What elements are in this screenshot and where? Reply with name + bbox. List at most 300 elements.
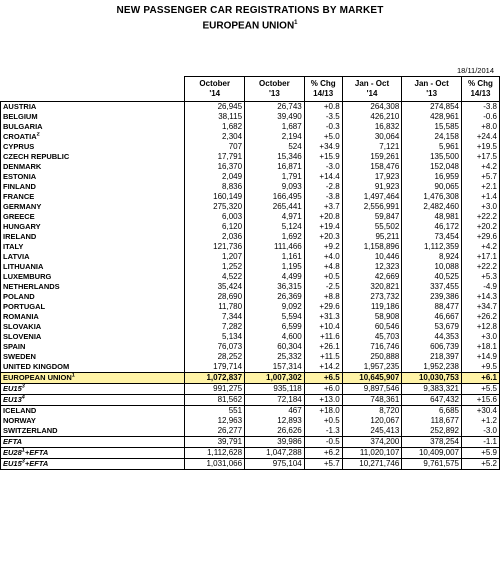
registrations-cell: 26,626	[245, 426, 305, 437]
row-label-text: LATVIA	[3, 252, 30, 261]
row-label-text: CYPRUS	[3, 142, 35, 151]
row-label	[1, 332, 185, 342]
table-row	[1, 395, 500, 406]
row-label-text: GERMANY	[3, 202, 42, 211]
column-header	[304, 77, 342, 102]
column-header-line2: '13	[268, 89, 280, 98]
registrations-cell: 16,832	[342, 122, 402, 132]
registrations-cell: 26,277	[185, 426, 245, 437]
percent-change-cell: -3.0	[461, 426, 499, 437]
registrations-cell: 25,332	[245, 352, 305, 362]
registrations-cell: 42,669	[342, 272, 402, 282]
row-label	[1, 232, 185, 242]
row-label-text: PORTUGAL	[3, 302, 46, 311]
row-label-text: DENMARK	[3, 162, 42, 171]
table-row	[1, 122, 500, 132]
percent-change-cell: +22.2	[461, 212, 499, 222]
row-label-text: AUSTRIA	[3, 102, 37, 111]
column-header-line2: '14	[366, 89, 378, 98]
row-label	[1, 312, 185, 322]
registrations-cell: 6,685	[402, 406, 462, 417]
row-label-text: POLAND	[3, 292, 35, 301]
registrations-cell: 12,323	[342, 262, 402, 272]
footnote-marker: 4	[21, 394, 25, 401]
registrations-cell: 119,186	[342, 302, 402, 312]
row-label-text: BULGARIA	[3, 122, 43, 131]
row-label-text: EFTA	[3, 437, 23, 446]
registrations-cell: 467	[245, 406, 305, 417]
header-row	[1, 77, 500, 102]
report-title: NEW PASSENGER CAR REGISTRATIONS BY MARKET	[116, 5, 384, 16]
row-label-text: LUXEMBURG	[3, 272, 52, 281]
percent-change-cell: -2.5	[304, 282, 342, 292]
percent-change-cell: +11.5	[304, 352, 342, 362]
row-label-text: ICELAND	[3, 406, 37, 415]
registrations-cell: 2,036	[185, 232, 245, 242]
row-label	[1, 342, 185, 352]
percent-change-cell: +13.0	[304, 395, 342, 406]
table-row	[1, 352, 500, 362]
registrations-cell: 2,482,460	[402, 202, 462, 212]
footnote-marker: 2	[36, 132, 40, 138]
row-label-text: IRELAND	[3, 232, 37, 241]
percent-change-cell: -3.8	[304, 192, 342, 202]
registrations-cell: 59,847	[342, 212, 402, 222]
table-row	[1, 192, 500, 202]
table-row	[1, 437, 500, 448]
registrations-cell: 252,892	[402, 426, 462, 437]
percent-change-cell: +5.5	[461, 384, 499, 395]
row-label-suffix: +EFTA	[24, 448, 49, 457]
registrations-cell: 158,476	[342, 162, 402, 172]
row-label-text: EU28	[3, 448, 22, 457]
row-label	[1, 202, 185, 212]
registrations-cell: 245,413	[342, 426, 402, 437]
registrations-cell: 273,732	[342, 292, 402, 302]
row-label	[1, 272, 185, 282]
percent-change-cell: +17.1	[461, 252, 499, 262]
percent-change-cell: +0.5	[304, 272, 342, 282]
registrations-cell: 4,971	[245, 212, 305, 222]
percent-change-cell: +29.6	[461, 232, 499, 242]
registrations-cell: 8,836	[185, 182, 245, 192]
percent-change-cell: +29.6	[304, 302, 342, 312]
row-label-suffix: +EFTA	[24, 459, 49, 468]
percent-change-cell: -3.0	[304, 162, 342, 172]
registrations-cell: 10,088	[402, 262, 462, 272]
percent-change-cell: +14.2	[304, 362, 342, 373]
registrations-cell: 39,791	[185, 437, 245, 448]
table-row	[1, 182, 500, 192]
percent-change-cell: +26.1	[304, 342, 342, 352]
registrations-cell: 9,092	[245, 302, 305, 312]
percent-change-cell: +5.0	[304, 132, 342, 142]
footnote-marker: 1	[21, 447, 25, 454]
table-row	[1, 448, 500, 459]
registrations-cell: 6,120	[185, 222, 245, 232]
table-row	[1, 112, 500, 122]
header-blank	[1, 77, 185, 102]
registrations-cell: 9,761,575	[402, 459, 462, 470]
table-row	[1, 362, 500, 373]
percent-change-cell: +18.1	[461, 342, 499, 352]
registrations-cell: 28,690	[185, 292, 245, 302]
percent-change-cell: +4.8	[304, 262, 342, 272]
percent-change-cell: +14.4	[304, 172, 342, 182]
registrations-cell: 15,346	[245, 152, 305, 162]
registrations-cell: 1,195	[245, 262, 305, 272]
table-row	[1, 292, 500, 302]
footnote-marker: 3	[21, 383, 25, 390]
registrations-cell: 36,315	[245, 282, 305, 292]
percent-change-cell: +9.2	[304, 242, 342, 252]
percent-change-cell: -4.9	[461, 282, 499, 292]
registrations-cell: 135,500	[402, 152, 462, 162]
registrations-cell: 991,275	[185, 384, 245, 395]
table-row	[1, 222, 500, 232]
registrations-cell: 1,791	[245, 172, 305, 182]
registrations-cell: 935,118	[245, 384, 305, 395]
row-label	[1, 182, 185, 192]
registrations-cell: 1,952,238	[402, 362, 462, 373]
registrations-cell: 17,923	[342, 172, 402, 182]
row-label-text: ESTONIA	[3, 172, 37, 181]
percent-change-cell: +22.2	[461, 262, 499, 272]
registrations-cell: 1,207	[185, 252, 245, 262]
footnote-marker: 3	[21, 458, 25, 465]
registrations-cell: 16,370	[185, 162, 245, 172]
percent-change-cell: +8.0	[461, 122, 499, 132]
percent-change-cell: +24.4	[461, 132, 499, 142]
column-header-line1: % Chg	[468, 79, 493, 88]
registrations-cell: 1,476,308	[402, 192, 462, 202]
registrations-cell: 16,871	[245, 162, 305, 172]
column-header-line2: '13	[426, 89, 438, 98]
row-label	[1, 426, 185, 437]
row-label	[1, 222, 185, 232]
registrations-cell: 1,682	[185, 122, 245, 132]
row-label-text: EU13	[3, 395, 22, 404]
registrations-cell: 44,353	[402, 332, 462, 342]
registrations-cell: 2,304	[185, 132, 245, 142]
registrations-cell: 120,067	[342, 416, 402, 426]
registrations-cell: 5,961	[402, 142, 462, 152]
row-label	[1, 292, 185, 302]
registrations-cell: 10,446	[342, 252, 402, 262]
registrations-cell: 38,115	[185, 112, 245, 122]
registrations-cell: 975,104	[245, 459, 305, 470]
column-header-line2: 14/13	[313, 89, 334, 98]
percent-change-cell: +15.9	[304, 152, 342, 162]
registrations-cell: 7,344	[185, 312, 245, 322]
percent-change-cell: -0.3	[304, 122, 342, 132]
registrations-cell: 60,304	[245, 342, 305, 352]
table-row	[1, 384, 500, 395]
registrations-cell: 160,149	[185, 192, 245, 202]
registrations-cell: 157,314	[245, 362, 305, 373]
registrations-cell: 45,703	[342, 332, 402, 342]
row-label	[1, 262, 185, 272]
registrations-cell: 1,112,359	[402, 242, 462, 252]
table-row	[1, 459, 500, 470]
percent-change-cell: +2.1	[461, 182, 499, 192]
registrations-cell: 91,923	[342, 182, 402, 192]
percent-change-cell: +30.4	[461, 406, 499, 417]
column-header-line2: '14	[209, 89, 221, 98]
table-row	[1, 232, 500, 242]
percent-change-cell: -3.8	[461, 102, 499, 113]
registrations-cell: 179,714	[185, 362, 245, 373]
row-label	[1, 212, 185, 222]
registrations-cell: 6,003	[185, 212, 245, 222]
registrations-cell: 1,047,288	[245, 448, 305, 459]
table-row	[1, 102, 500, 113]
row-label	[1, 406, 185, 417]
registrations-cell: 72,184	[245, 395, 305, 406]
percent-change-cell: +6.5	[304, 373, 342, 384]
registrations-cell: 374,200	[342, 437, 402, 448]
column-header	[185, 77, 245, 102]
row-label	[1, 252, 185, 262]
row-label	[1, 322, 185, 332]
row-label-text: ITALY	[3, 242, 24, 251]
registrations-cell: 4,499	[245, 272, 305, 282]
registrations-cell: 35,424	[185, 282, 245, 292]
registrations-cell: 26,369	[245, 292, 305, 302]
percent-change-cell: +0.8	[304, 102, 342, 113]
column-header	[402, 77, 462, 102]
row-label-text: ROMANIA	[3, 312, 39, 321]
row-label	[1, 192, 185, 202]
percent-change-cell: +4.2	[461, 242, 499, 252]
row-label-text: BELGIUM	[3, 112, 38, 121]
registrations-cell: 48,981	[402, 212, 462, 222]
percent-change-cell: +10.4	[304, 322, 342, 332]
registrations-cell: 647,432	[402, 395, 462, 406]
table-row	[1, 242, 500, 252]
row-label	[1, 459, 185, 470]
percent-change-cell: +5.2	[461, 459, 499, 470]
registrations-cell: 337,455	[402, 282, 462, 292]
registrations-cell: 1,252	[185, 262, 245, 272]
row-label-text: SLOVENIA	[3, 332, 42, 341]
percent-change-cell: +5.3	[461, 272, 499, 282]
registrations-cell: 1,687	[245, 122, 305, 132]
percent-change-cell: +4.2	[461, 162, 499, 172]
row-label-text: UNITED KINGDOM	[3, 362, 70, 371]
report-subtitle	[0, 17, 500, 32]
percent-change-cell: +19.5	[461, 142, 499, 152]
percent-change-cell: +6.0	[304, 384, 342, 395]
row-label	[1, 352, 185, 362]
title-block	[0, 4, 500, 32]
registrations-cell: 40,525	[402, 272, 462, 282]
report-date: 18/11/2014	[457, 66, 494, 75]
table-row	[1, 212, 500, 222]
registrations-cell: 1,007,302	[245, 373, 305, 384]
registrations-cell: 28,252	[185, 352, 245, 362]
table-row	[1, 406, 500, 417]
table-row	[1, 252, 500, 262]
row-label	[1, 282, 185, 292]
registrations-cell: 8,720	[342, 406, 402, 417]
subtitle-footnote: 1	[294, 20, 298, 26]
row-label-text: GREECE	[3, 212, 35, 221]
row-label	[1, 448, 185, 459]
registrations-cell: 1,957,235	[342, 362, 402, 373]
registrations-cell: 81,562	[185, 395, 245, 406]
registrations-cell: 1,072,837	[185, 373, 245, 384]
registrations-cell: 1,112,628	[185, 448, 245, 459]
percent-change-cell: +34.9	[304, 142, 342, 152]
registrations-cell: 4,522	[185, 272, 245, 282]
row-label-text: NETHERLANDS	[3, 282, 60, 291]
registrations-cell: 10,645,907	[342, 373, 402, 384]
percent-change-cell: +9.5	[461, 362, 499, 373]
table-header	[1, 77, 500, 102]
row-label	[1, 373, 185, 384]
registrations-cell: 9,383,321	[402, 384, 462, 395]
registrations-cell: 90,065	[402, 182, 462, 192]
percent-change-cell: +20.8	[304, 212, 342, 222]
row-label-text: NORWAY	[3, 416, 36, 425]
row-label	[1, 302, 185, 312]
registrations-cell: 7,282	[185, 322, 245, 332]
registrations-cell: 748,361	[342, 395, 402, 406]
registrations-cell: 152,048	[402, 162, 462, 172]
percent-change-cell: +5.7	[461, 172, 499, 182]
row-label-text: CZECH REPUBLIC	[3, 152, 70, 161]
table-row	[1, 202, 500, 212]
table-row	[1, 426, 500, 437]
registrations-cell: 5,124	[245, 222, 305, 232]
registrations-cell: 26,945	[185, 102, 245, 113]
table-row	[1, 312, 500, 322]
registrations-cell: 53,679	[402, 322, 462, 332]
registrations-cell: 121,736	[185, 242, 245, 252]
registrations-cell: 73,454	[402, 232, 462, 242]
percent-change-cell: +3.0	[461, 332, 499, 342]
row-label-text: SPAIN	[3, 342, 26, 351]
row-label-text: SWITZERLAND	[3, 426, 58, 435]
registrations-cell: 58,908	[342, 312, 402, 322]
percent-change-cell: +6.2	[304, 448, 342, 459]
percent-change-cell: +20.3	[304, 232, 342, 242]
column-header-line1: Jan - Oct	[354, 79, 390, 88]
registrations-cell: 10,409,007	[402, 448, 462, 459]
registrations-cell: 46,172	[402, 222, 462, 232]
column-header-line1: October	[199, 79, 231, 88]
registrations-cell: 60,546	[342, 322, 402, 332]
registrations-cell: 2,049	[185, 172, 245, 182]
column-header	[245, 77, 305, 102]
registrations-cell: 551	[185, 406, 245, 417]
registrations-cell: 30,064	[342, 132, 402, 142]
registrations-cell: 250,888	[342, 352, 402, 362]
registrations-cell: 7,121	[342, 142, 402, 152]
registrations-cell: 24,158	[402, 132, 462, 142]
registrations-cell: 159,261	[342, 152, 402, 162]
registrations-cell: 1,692	[245, 232, 305, 242]
registrations-cell: 12,963	[185, 416, 245, 426]
registrations-cell: 95,211	[342, 232, 402, 242]
percent-change-cell: +17.5	[461, 152, 499, 162]
percent-change-cell: +5.7	[304, 459, 342, 470]
row-label-text: EU15	[3, 384, 22, 393]
percent-change-cell: +5.9	[461, 448, 499, 459]
registrations-cell: 2,556,991	[342, 202, 402, 212]
column-header	[342, 77, 402, 102]
registrations-cell: 46,667	[402, 312, 462, 322]
registrations-cell: 8,924	[402, 252, 462, 262]
registrations-cell: 4,600	[245, 332, 305, 342]
registrations-cell: 166,495	[245, 192, 305, 202]
percent-change-cell: +8.8	[304, 292, 342, 302]
percent-change-cell: -0.6	[461, 112, 499, 122]
percent-change-cell: +3.7	[304, 202, 342, 212]
registrations-cell: 76,073	[185, 342, 245, 352]
row-label-text: HUNGARY	[3, 222, 41, 231]
row-label	[1, 242, 185, 252]
percent-change-cell: +11.6	[304, 332, 342, 342]
table-body	[1, 102, 500, 470]
registrations-cell: 16,959	[402, 172, 462, 182]
table-row	[1, 373, 500, 384]
percent-change-cell: +18.0	[304, 406, 342, 417]
row-label	[1, 112, 185, 122]
registrations-cell: 26,743	[245, 102, 305, 113]
percent-change-cell: -0.5	[304, 437, 342, 448]
percent-change-cell: +3.0	[461, 202, 499, 212]
table-row	[1, 322, 500, 332]
registrations-cell: 707	[185, 142, 245, 152]
row-label	[1, 102, 185, 113]
registrations-cell: 378,254	[402, 437, 462, 448]
registrations-cell: 15,585	[402, 122, 462, 132]
registrations-cell: 606,739	[402, 342, 462, 352]
column-header-line2: 14/13	[470, 89, 491, 98]
subtitle-text: EUROPEAN UNION	[202, 20, 295, 32]
row-label	[1, 416, 185, 426]
percent-change-cell: +19.4	[304, 222, 342, 232]
registrations-cell: 10,030,753	[402, 373, 462, 384]
table-row	[1, 262, 500, 272]
registrations-cell: 5,594	[245, 312, 305, 322]
registrations-cell: 111,466	[245, 242, 305, 252]
percent-change-cell: +20.2	[461, 222, 499, 232]
percent-change-cell: +15.6	[461, 395, 499, 406]
percent-change-cell: +26.2	[461, 312, 499, 322]
registrations-cell: 1,497,464	[342, 192, 402, 202]
row-label	[1, 437, 185, 448]
registrations-cell: 88,477	[402, 302, 462, 312]
row-label	[1, 142, 185, 152]
registrations-cell: 9,897,546	[342, 384, 402, 395]
registrations-cell: 39,986	[245, 437, 305, 448]
registrations-cell: 118,677	[402, 416, 462, 426]
row-label-text: CROATIA	[3, 132, 37, 141]
table-row	[1, 172, 500, 182]
percent-change-cell: +14.3	[461, 292, 499, 302]
row-label	[1, 362, 185, 373]
table-row	[1, 272, 500, 282]
registrations-cell: 11,020,107	[342, 448, 402, 459]
percent-change-cell: +1.2	[461, 416, 499, 426]
table-row	[1, 302, 500, 312]
registrations-cell: 9,093	[245, 182, 305, 192]
row-label-text: EUROPEAN UNION	[3, 373, 72, 382]
column-header	[461, 77, 499, 102]
